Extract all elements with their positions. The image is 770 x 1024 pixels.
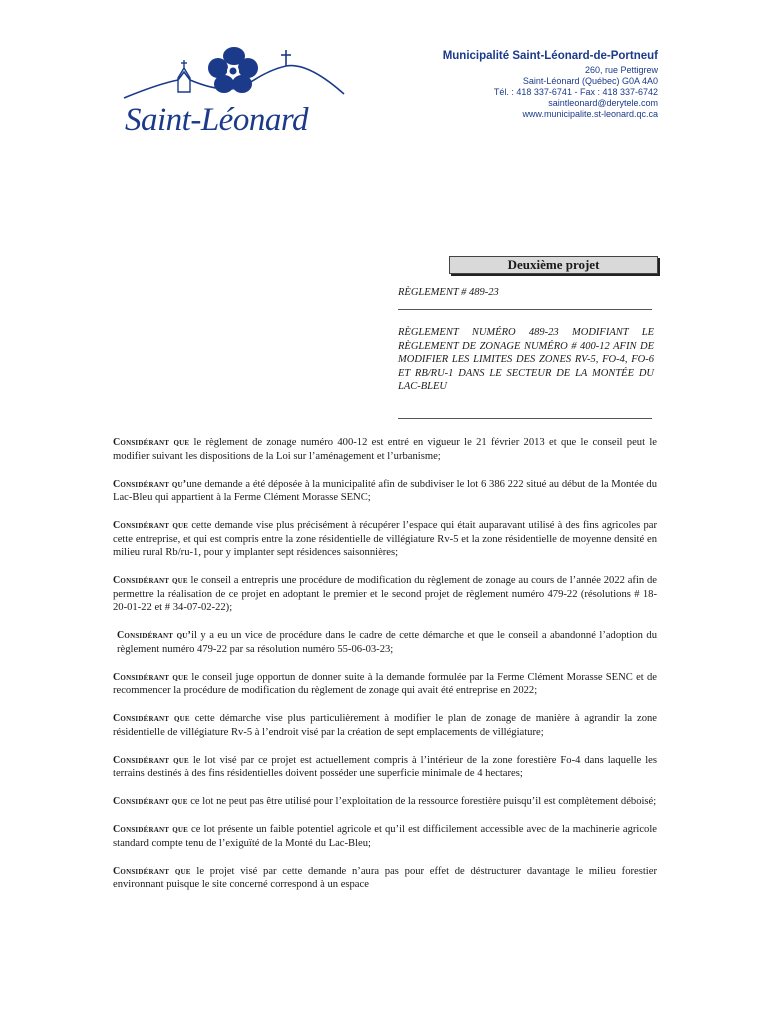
municipality-name: Municipalité Saint-Léonard-de-Portneuf [442,50,658,62]
address-city: Saint-Léonard (Québec) G0A 4A0 [522,76,658,86]
flower-icon [208,47,258,93]
divider [398,418,652,419]
whereas-paragraph: Considérant qu’il y a eu un vice de procédure dans le cadre de cette démarche et que le conseil a abandonné l’adoption du règlement numéro 479-22 par sa résolution numéro 55-06-03-23; [117,630,657,655]
whereas-paragraph: Considérant que cette demande vise plus précisément à récupérer l’espace qui était auparavant utilisé à des fins agricoles par cette entreprise, et qui est compris entre la zone résidentielle de villégiature Rv-5 et la zone résidentielle de moyenne densité en milieu rural Rb/ru-1, pour y implanter sept résidences saisonnières; [113,520,657,558]
whereas-paragraph: Considérant que le conseil juge opportun de donner suite à la demande formulée par la Ferme Clément Morasse SENC et de recommencer la procédure de modification du règlement de zonage qui avait été entreprise en 2022; [113,671,657,696]
whereas-clauses [113,436,657,906]
address-street: 260, rue Pettigrew [584,65,658,75]
whereas-paragraph: Considérant que le conseil a entrepris une procédure de modification du règlement de zonage au cours de l’année 2022 afin de permettre la réalisation de ce projet en adoptant le premier et le second projet de règlement numéro 479-22 (résolutions # 18-20-01-22 et # 34-07-02-22); [113,575,657,613]
website: www.municipalite.st-leonard.qc.ca [522,109,658,119]
draft-status-box: Deuxième projet [449,256,658,274]
divider [398,309,652,310]
whereas-paragraph: Considérant que le projet visé par cette demande n’aura pas pour effet de déstructurer davantage le milieu forestier environnant puisque le site concerné correspond à un espace [113,865,657,890]
whereas-paragraph: Considérant que ce lot ne peut pas être utilisé pour l’exploitation de la ressource forestière puisqu’il est complètement déboisé; [113,796,657,807]
regulation-title: RÈGLEMENT NUMÉRO 489-23 MODIFIANT LE RÈGLEMENT DE ZONAGE NUMÉRO # 400-12 AFIN DE MODIFIER LES LIMITES DES ZONES RV-5, FO-4, FO-6 ET RB/RU-1 DANS LE SECTEUR DE LA MONTÉE DU LAC-BLEU [398,327,654,393]
church-icon [178,60,190,92]
whereas-paragraph: Considérant qu’une demande a été déposée à la municipalité afin de subdiviser le lot 6 386 222 situé au début de la Montée du Lac-Bleu qui appartient à la Ferme Clément Morasse SENC; [113,478,657,503]
whereas-paragraph: Considérant que le règlement de zonage numéro 400-12 est entré en vigueur le 21 février 2013 et que le conseil peut le modifier suivant les dispositions de la Loi sur l’aménagement et l’urbanisme; [113,437,657,462]
email: saintleonard@derytele.com [548,98,658,108]
whereas-paragraph: Considérant que cette démarche vise plus particulièrement à modifier le plan de zonage de manière à agrandir la zone résidentielle de villégiature Rv-5 à l’endroit visé par la création de sept emplacements de villégiature; [113,713,657,738]
whereas-paragraph: Considérant que ce lot présente un faible potentiel agricole et qu’il est difficilement accessible avec de la machinerie agricole standard compte tenu de l’exiguïté de la Monté du Lac-Bleu; [113,824,657,849]
regulation-number: RÈGLEMENT # 489-23 [398,287,499,298]
phone-fax: Tél. : 418 337-6741 - Fax : 418 337-6742 [493,87,658,97]
cross-icon [281,50,291,66]
whereas-paragraph: Considérant que le lot visé par ce projet est actuellement compris à l’intérieur de la zone forestière Fo-4 dans laquelle les terrains destinés à des fins résidentielles doivent posséder une superficie minimale de 4 hectares; [113,754,657,779]
letterhead [443,50,658,120]
logo-wordmark: Saint-Léonard [125,102,308,138]
